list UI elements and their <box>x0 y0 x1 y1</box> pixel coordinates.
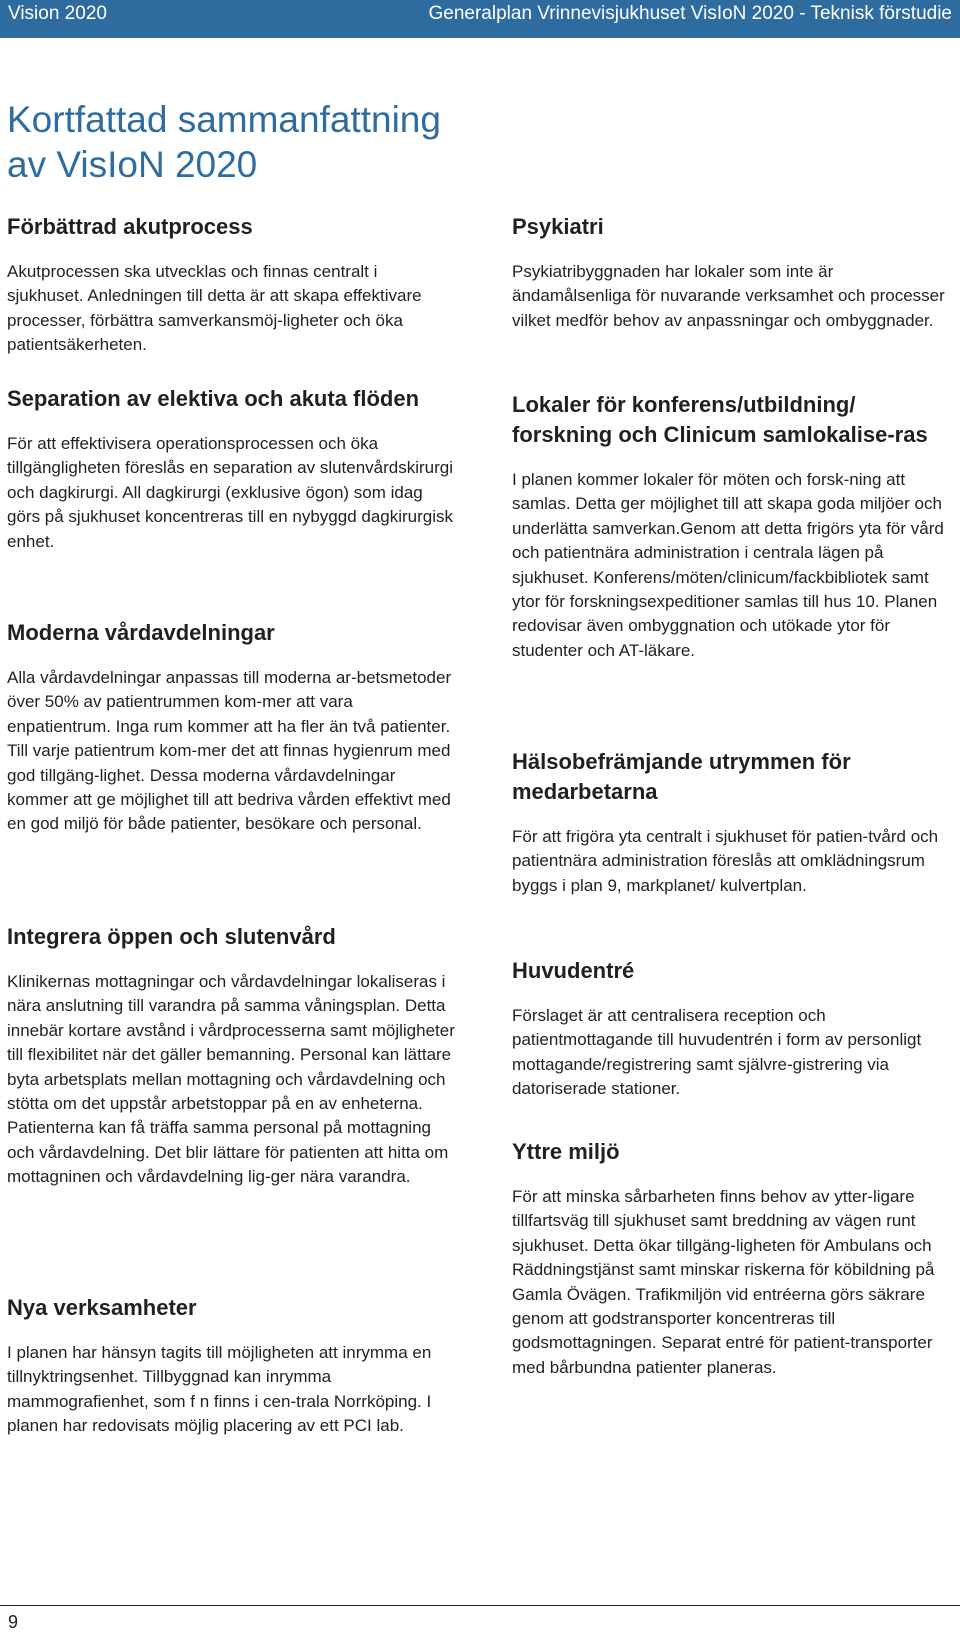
section-heading: Integrera öppen och slutenvård <box>7 924 336 949</box>
section-body: Alla vårdavdelningar anpassas till moderna ar-betsmetoder över 50% av patientrummen kom-mer att vara enpatientrum. Inga rum kommer att ha fler än två patienter. Till varje patientrum kom-mer det att finnas hygienrum med god tillgäng-lighet. Dessa moderna vårdavdelningar kommer att ge möjlighet till att bedriva vården effektivt med en god miljö för både patienter, besökare och personal. <box>7 668 452 834</box>
section-body: Klinikernas mottagningar och vårdavdelningar lokaliseras i nära anslutning till varandra på samma våningsplan. Detta innebär kortare avstånd i vårdprocesserna samt möjligheter till flexibilitet när det gäller bemanning. Personal kan lättare byta arbetsplats mellan mottagning och vårdavdelning och stötta om det uppstår arbetstoppar på en av enheterna. Patienterna kan få träffa samma personal på mottagning och vårdavdelning. Det blir lättare för patienten att hitta om mottagninen och vårdavdelning lig-ger nära varandra. <box>7 972 455 1187</box>
section-heading: Förbättrad akutprocess <box>7 214 253 239</box>
section-oppen-slutenvard <box>7 922 457 1190</box>
section-body: Psykiatribyggnaden har lokaler som inte är ändamålsenliga för nuvarande verksamhet och processer vilket medför behov av anpassningar och ombyggnader. <box>512 262 945 330</box>
header-document-title: Generalplan Vrinnevisjukhuset VisIoN 2020 - Teknisk förstudie <box>428 3 952 24</box>
section-nya-verksamheter <box>7 1293 457 1439</box>
section-body: För att frigöra yta centralt i sjukhuset för patien-tvård och patientnära administration föreslås att omklädningsrum byggs i plan 9, markplanet/ kulvertplan. <box>512 827 939 895</box>
section-heading: Hälsobefrämjande utrymmen för medarbetarna <box>512 749 851 804</box>
section-body: Förslaget är att centralisera reception och patientmottagande till huvudentrén i form av personligt mottagande/registrering samt självre-gistrering via datoriserade stationer. <box>512 1006 922 1099</box>
section-heading: Nya verksamheter <box>7 1295 197 1320</box>
page-header <box>0 0 960 38</box>
section-heading: Yttre miljö <box>512 1139 620 1164</box>
section-heading: Separation av elektiva och akuta flöden <box>7 386 420 411</box>
section-body: För att effektivisera operationsprocessen och öka tillgängligheten föreslås en separation av slutenvårdskirurgi och dagkirurgi. All dagkirurgi (exklusive ögon) som idag görs på sjukhuset koncentreras till en nybyggd dagkirurgisk enhet. <box>7 434 454 551</box>
section-heading: Moderna vårdavdelningar <box>7 620 275 645</box>
page-number: 9 <box>8 1612 19 1632</box>
section-halsobefrämjande <box>512 747 952 898</box>
section-body: För att minska sårbarheten finns behov av ytter-ligare tillfartsväg till sjukhuset samt breddning av vägen runt sjukhuset. Detta ökar tillgäng-ligheten för Ambulans och Räddningstjänst samt minskar riskerna för köbildning på Gamla Övägen. Trafikmiljön vid entréerna görs säkrare genom att godstransporter koncentreras till godsmottagningen. Separat entré för patient-transporter med bårbundna patienter planeras. <box>512 1187 935 1377</box>
section-body: I planen kommer lokaler för möten och forsk-ning att samlas. Detta ger möjlighet till att skapa goda miljöer och underlätta samverkan.Genom att detta frigörs yta för vård och patientnära administration i centrala lägen på sjukhuset. Konferens/möten/clinicum/fackbibliotek samt ytor för forskningsexpeditioner samlas till hus 10. Planen redovisar även ombyggnation och utökade ytor för studenter och AT-läkare. <box>512 470 944 660</box>
section-yttre-miljo <box>512 1137 952 1380</box>
section-psykiatri <box>512 212 952 333</box>
section-body: Akutprocessen ska utvecklas och finnas centralt i sjukhuset. Anledningen till detta är att skapa effektivare processer, förbättra samverkansmöj-ligheter och öka patientsäkerheten. <box>7 262 422 355</box>
section-huvudentre <box>512 956 952 1102</box>
section-body: I planen har hänsyn tagits till möjligheten att inrymma en tillnyktringsenhet. Tillbyggnad kan inrymma mammografienhet, som f n finns i cen-trala Norrköping. I planen har redovisats möjlig placering av ett PCI lab. <box>7 1343 432 1436</box>
section-heading: Huvudentré <box>512 958 635 983</box>
page-title <box>7 97 487 187</box>
section-heading: Lokaler för konferens/utbildning/ forskning och Clinicum samlokalise-ras <box>512 392 928 447</box>
section-heading: Psykiatri <box>512 214 604 239</box>
footer-divider <box>0 1605 960 1606</box>
section-konferens-lokaler <box>512 390 952 663</box>
page-title-line-2: av VisIoN 2020 <box>7 144 258 185</box>
section-akutprocess <box>7 212 457 358</box>
page-title-line-1: Kortfattad sammanfattning <box>7 99 441 140</box>
section-separation <box>7 384 457 554</box>
section-vardavdelningar <box>7 618 457 837</box>
header-publication-name: Vision 2020 <box>8 3 107 24</box>
